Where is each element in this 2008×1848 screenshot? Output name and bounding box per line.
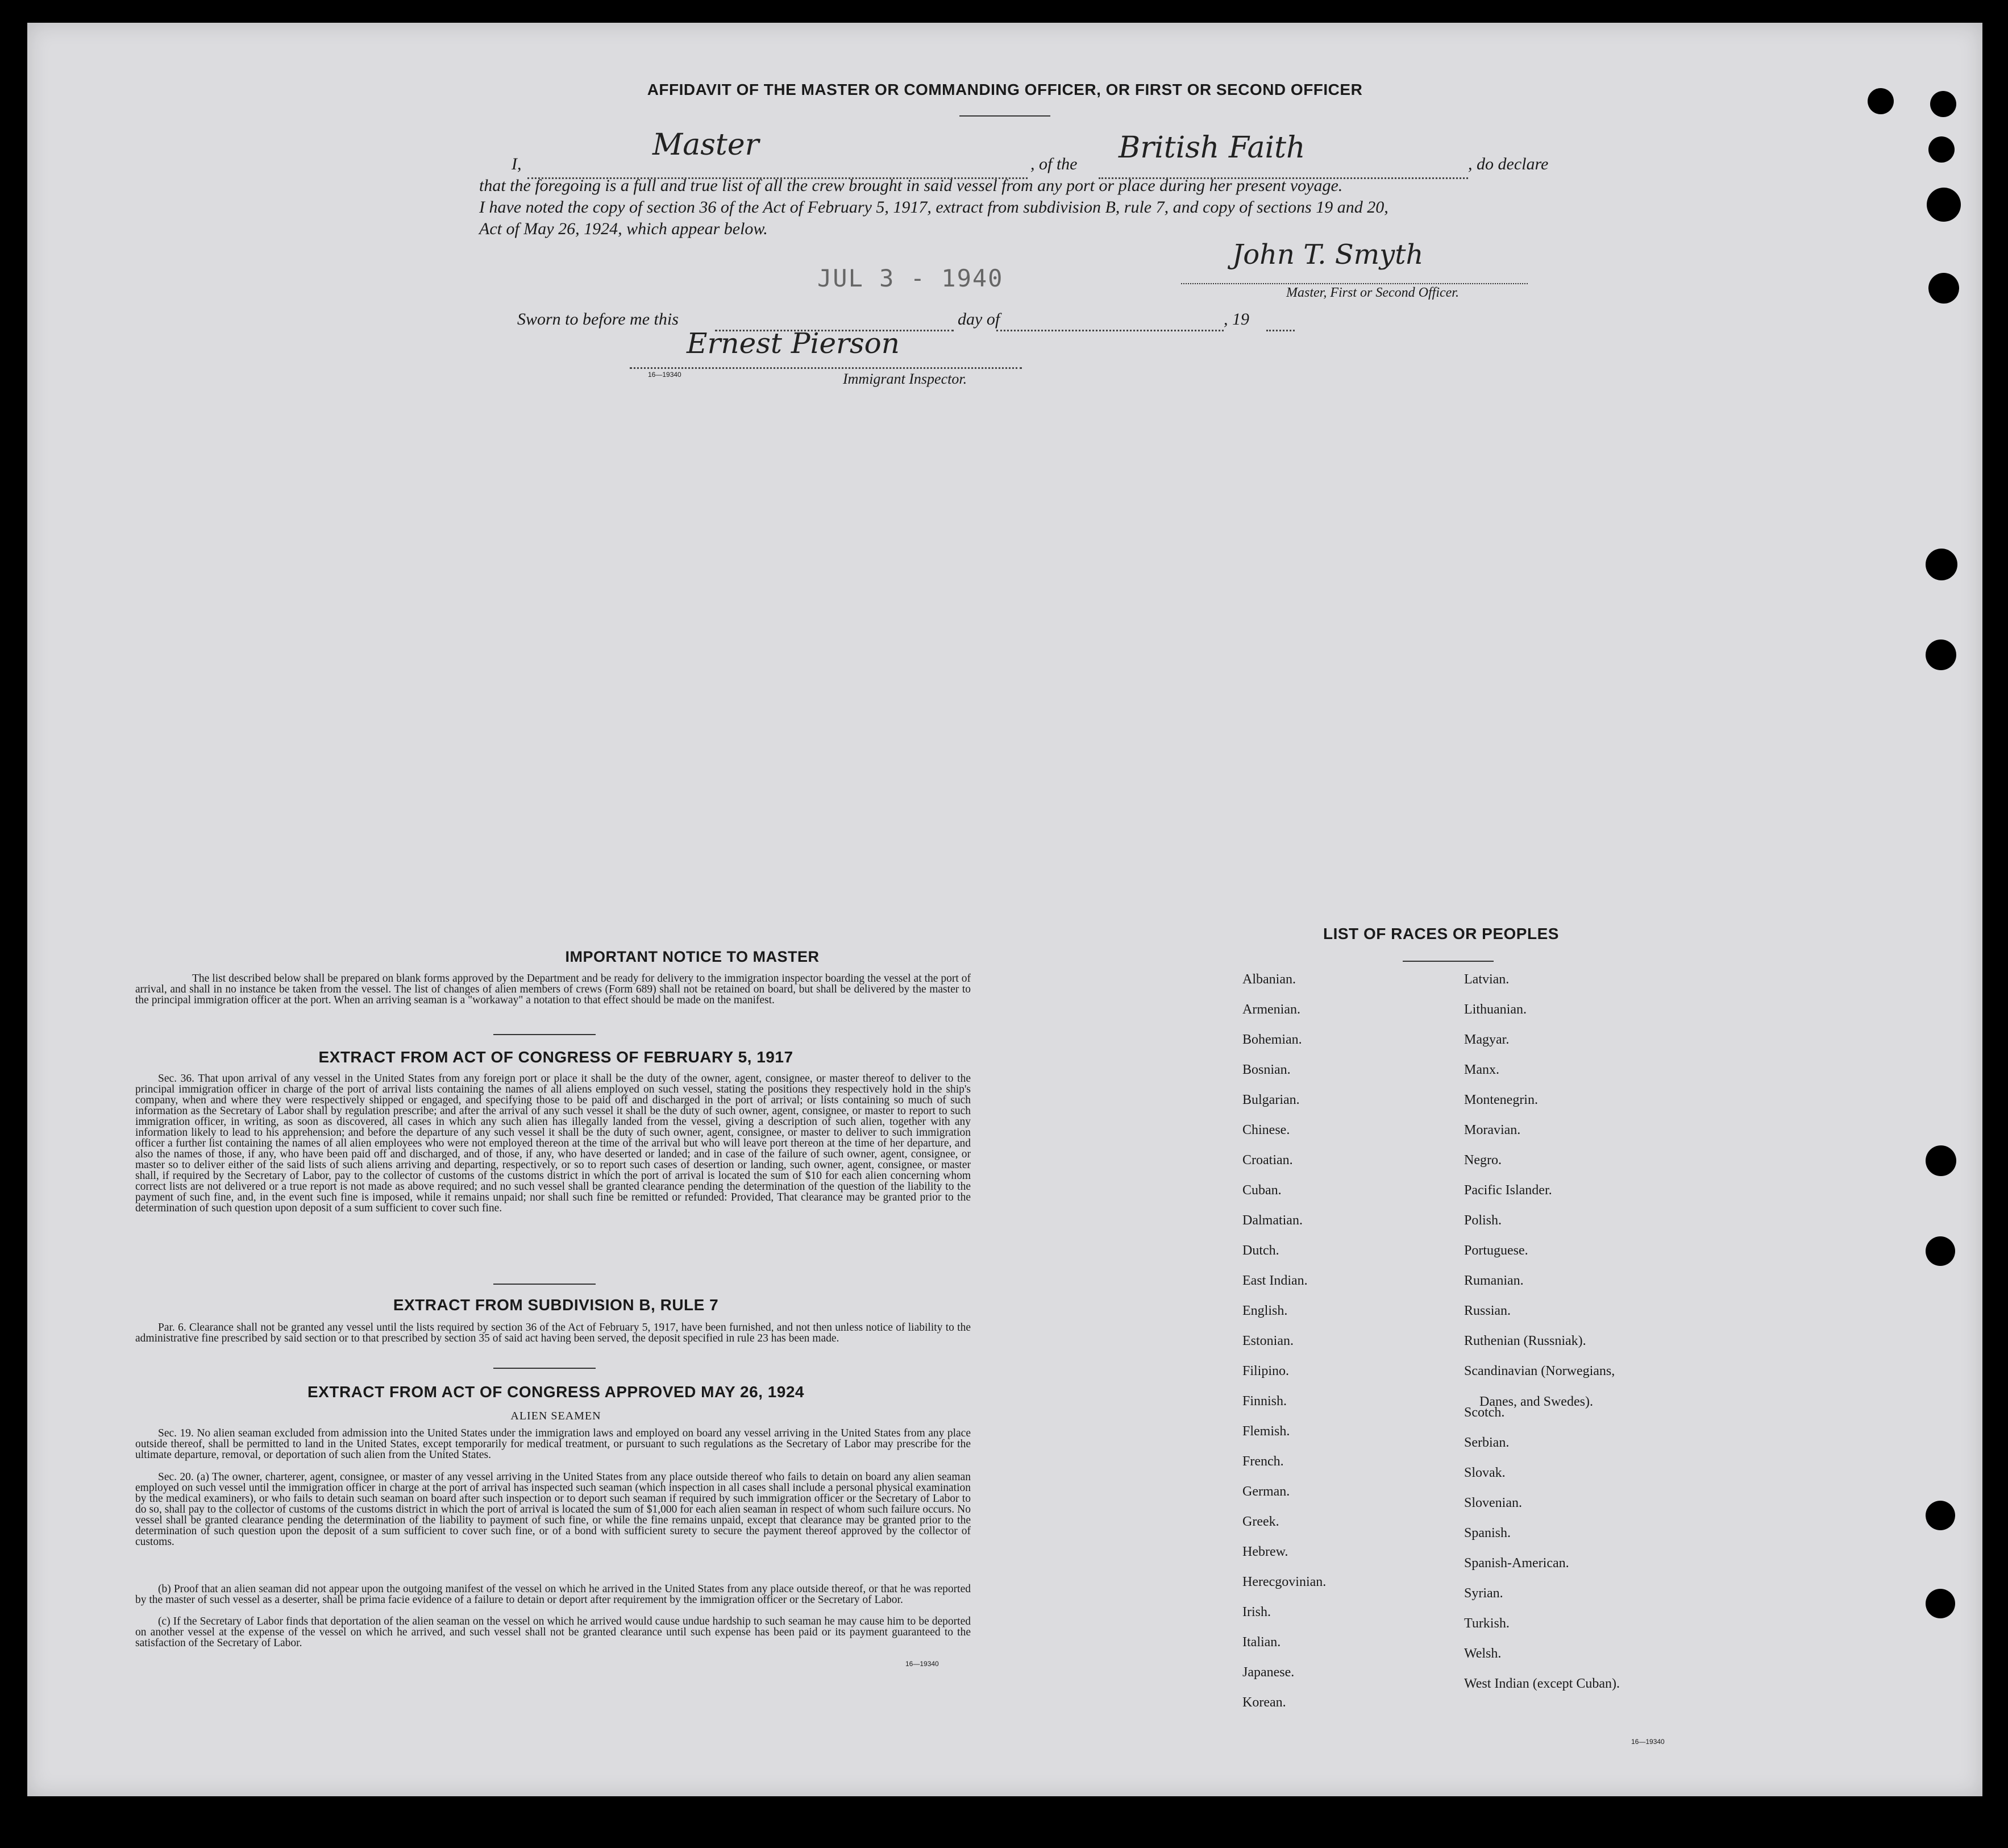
day-of-label: day of <box>958 310 1000 329</box>
affidavit-line3: I have noted the copy of section 36 of the Act of February 5, 1917, extract from subdivision B, rule 7, and copy of sections 19 and 20, <box>479 198 1388 217</box>
extract-1924-title: EXTRACT FROM ACT OF CONGRESS APPROVED MAY 26, 1924 <box>307 1383 804 1401</box>
sec19-text: Sec. 19. No alien seaman excluded from admission into the United States under the immigration laws and employed on board any vessel arriving in the United States from any place outside thereof, shall be permitted to land in the United States, except temporarily for medical treatment, or pursuant to such regulations as the Secretary of Labor may prescribe for the ultimate departure, removal, or deportation of such alien from the United States. <box>135 1427 971 1461</box>
sworn-month-line <box>996 330 1224 331</box>
rule7-title: EXTRACT FROM SUBDIVISION B, RULE 7 <box>393 1296 719 1314</box>
inspector-signature: Ernest Pierson <box>687 327 900 360</box>
race-item: Latvian. <box>1464 972 1510 987</box>
race-item: Slovak. <box>1464 1465 1506 1480</box>
notice-title: IMPORTANT NOTICE TO MASTER <box>565 948 820 965</box>
race-item: Rumanian. <box>1464 1273 1524 1288</box>
divider <box>1403 961 1494 962</box>
document-page <box>27 23 1982 1796</box>
races-form-number: 16—19340 <box>1631 1738 1665 1746</box>
race-item: Slovenian. <box>1464 1496 1522 1510</box>
race-item: Bosnian. <box>1242 1062 1291 1077</box>
race-item: Flemish. <box>1242 1424 1290 1439</box>
signature-caption: Master, First or Second Officer. <box>1286 285 1459 300</box>
sec20a-text: Sec. 20. (a) The owner, charterer, agent, consignee, or master of any vessel arriving in the United States from any place outside thereof who fails to detain on board any alien seaman employed on such vessel until the immigration officer in charge at the port of arrival has inspected such seaman (which inspection in all cases shall include a personal physical examination by the medical examiners), or who fails to detain such seaman on board after such inspection or to deport such seaman if required by such immigration officer or the Secretary of Labor to do so, shall pay to the collector of customs of the customs district in which the port of arrival is located the sum of $1,000 for each alien seaman in respect of whom such failure occurs. No vessel shall be granted clearance pending the determination of the liability to payment of such fine, or while the fine remains unpaid, except that clearance may be granted prior to the determination of such question upon the deposit of a sum sufficient to cover such fine, or of a bond with sufficient surety to secure the payment thereof approved by the collector of customs. <box>135 1471 971 1548</box>
inspector-line <box>630 367 1022 369</box>
of-the-label: , of the <box>1030 155 1078 173</box>
race-item: Syrian. <box>1464 1586 1503 1601</box>
race-item: Russian. <box>1464 1303 1511 1318</box>
race-item: Ruthenian (Russniak). <box>1464 1334 1586 1348</box>
race-item: Negro. <box>1464 1153 1502 1168</box>
punch-hole <box>1928 136 1955 163</box>
punch-hole <box>1926 549 1957 580</box>
race-item: West Indian (except Cuban). <box>1464 1676 1620 1691</box>
race-item: Japanese. <box>1242 1665 1295 1680</box>
master-signature: John T. Smyth <box>1232 239 1424 271</box>
race-item: Scandinavian (Norwegians, <box>1464 1364 1615 1378</box>
punch-hole <box>1926 639 1956 670</box>
race-item: Montenegrin. <box>1464 1093 1538 1107</box>
punch-hole <box>1926 1236 1955 1266</box>
race-item: Magyar. <box>1464 1032 1510 1047</box>
race-item: Bulgarian. <box>1242 1093 1300 1107</box>
race-item: Spanish-American. <box>1464 1556 1569 1571</box>
race-item: Cuban. <box>1242 1183 1282 1198</box>
punch-hole <box>1926 1145 1956 1176</box>
punch-hole <box>1926 1501 1955 1530</box>
punch-hole <box>1927 188 1961 222</box>
year-prefix: , 19 <box>1224 310 1249 329</box>
sec20c-text: (c) If the Secretary of Labor finds that deportation of the alien seaman on the vessel on which he arrived would cause undue hardship to such seaman he may cause him to be deported on another vessel at the expense of the vessel on which he arrived, and such vessel shall not be granted clearance until such expense has been paid or its payment guaranteed to the satisfaction of the Secretary of Labor. <box>135 1616 971 1649</box>
race-item: Bohemian. <box>1242 1032 1302 1047</box>
divider <box>493 1284 596 1285</box>
race-item: Pacific Islander. <box>1464 1183 1552 1198</box>
rule7-text: Par. 6. Clearance shall not be granted any vessel until the lists required by section 36 of the Act of February 5, 1917, have been furnished, and not then unless notice of liability to the administrative fine prescribed by said section or to that prescribed by section 35 of said act having been served, the deposit specified in rule 23 has been made. <box>135 1322 971 1344</box>
race-item: Danes, and Swedes). <box>1479 1394 1593 1409</box>
race-item: German. <box>1242 1484 1290 1499</box>
affidavit-title: AFFIDAVIT OF THE MASTER OR COMMANDING OFFICER, OR FIRST OR SECOND OFFICER <box>647 81 1363 98</box>
race-item: Croatian. <box>1242 1153 1293 1168</box>
race-item: Dalmatian. <box>1242 1213 1303 1228</box>
sec20b-text: (b) Proof that an alien seaman did not appear upon the outgoing manifest of the vessel on which he arrived in the United States from any place outside thereof, or that he was reported by the master of such vessel as a deserter, shall be prima facie evidence of a failure to detain or deport after requirement by the immigration officer or the Secretary of Labor. <box>135 1583 971 1606</box>
race-item: English. <box>1242 1303 1288 1318</box>
race-item: Italian. <box>1242 1635 1281 1650</box>
do-declare-label: , do declare <box>1468 155 1549 173</box>
date-stamp: JUL 3 - 1940 <box>817 264 1004 292</box>
rank-handwritten: Master <box>652 128 759 162</box>
race-item: Moravian. <box>1464 1123 1521 1137</box>
race-item: Herecgovinian. <box>1242 1575 1327 1589</box>
notice-text: The list described below shall be prepared on blank forms approved by the Department and be ready for delivery to the immigration inspector boarding the vessel at the port of arrival, and shall in no instance be taken from the vessel. The list of changes of alien members of crews (Form 689) shall not be retained on board, but shall be delivered by the master to the principal immigration officer at the port. When an arriving seaman is a "workaway" a notation to that effect should be made on the manifest. <box>135 973 971 1006</box>
affidavit-form-number: 16—19340 <box>648 371 681 379</box>
race-item: Dutch. <box>1242 1243 1279 1258</box>
race-item: Welsh. <box>1464 1646 1502 1661</box>
race-item: Serbian. <box>1464 1435 1510 1450</box>
race-item: Hebrew. <box>1242 1544 1288 1559</box>
affidavit-i-label: I, <box>512 155 522 173</box>
race-item: Chinese. <box>1242 1123 1290 1137</box>
race-item: Estonian. <box>1242 1334 1294 1348</box>
race-item: East Indian. <box>1242 1273 1308 1288</box>
race-item: Turkish. <box>1464 1616 1510 1631</box>
race-item: Spanish. <box>1464 1526 1511 1540</box>
divider <box>493 1368 596 1369</box>
divider <box>493 1034 596 1035</box>
inspector-caption: Immigrant Inspector. <box>843 371 967 387</box>
race-item: Irish. <box>1242 1605 1271 1619</box>
race-item: Armenian. <box>1242 1002 1300 1017</box>
race-item: Portuguese. <box>1464 1243 1528 1258</box>
race-item: Manx. <box>1464 1062 1499 1077</box>
vessel-handwritten: British Faith <box>1119 131 1306 165</box>
race-item: Greek. <box>1242 1514 1279 1529</box>
race-item: Polish. <box>1464 1213 1502 1228</box>
divider <box>959 115 1050 117</box>
race-item: Finnish. <box>1242 1394 1287 1409</box>
alien-seamen-subtitle: ALIEN SEAMEN <box>510 1410 601 1422</box>
affidavit-line4: Act of May 26, 1924, which appear below. <box>479 219 768 238</box>
race-item: Albanian. <box>1242 972 1296 987</box>
races-title: LIST OF RACES OR PEOPLES <box>1323 925 1559 942</box>
punch-hole <box>1928 273 1959 304</box>
race-item: Korean. <box>1242 1695 1286 1710</box>
affidavit-line2: that the foregoing is a full and true list of all the crew brought in said vessel from any port or place during her present voyage. <box>479 176 1343 195</box>
extract-1917-text: Sec. 36. That upon arrival of any vessel in the United States from any foreign port or place it shall be the duty of the owner, agent, consignee, or master thereof to deliver to the principal immigration officer in charge of the port of arrival lists containing the names of all aliens employed on such vessel, stating the positions they respectively hold in the ship's company, when and where they were respectively shipped or engaged, and specifying those to be paid off and discharged in the port of arrival; or lists containing so much of such information as the Secretary of Labor shall by regulation prescribe; and after the arrival of any such vessel it shall be the duty of such owner, agent, consignee, or master to report to such immigration officer, in writing, as soon as discovered, all cases in which any such alien has illegally landed from the vessel, giving a description of such alien, together with any information likely to lead to his apprehension; and before the departure of any such vessel it shall be the duty of such owner, agent, consignee, or master to deliver to such immigration officer a further list containing the names of all alien employees who were not employed thereon at the time of the arrival but who will leave port thereon at the time of her departure, and also the names of those, if any, who have been paid off and discharged, and of those, if any, who have deserted or landed; and in case of the failure of such owner, agent, consignee, or master so to deliver either of the said lists of such aliens arriving and departing, respectively, or so to report such cases of desertion or landing, such owner, agent, consignee, or master shall, if required by the Secretary of Labor, pay to the collector of customs of the customs district in which the port of arrival is located the sum of $10 for each alien concerning whom correct lists are not delivered or a true report is not made as above required; and no such vessel shall be granted clearance pending the determination of the question of the liability to the payment of such fine, and, in the event such fine is imposed, while it remains unpaid; nor shall such fine be remitted or refunded: Provided, That clearance may be granted prior to the determination of such question upon deposit of a sum sufficient to cover such fine. <box>135 1073 971 1214</box>
bleed-through-area <box>1232 210 1596 892</box>
extract-1917-title: EXTRACT FROM ACT OF CONGRESS OF FEBRUARY 5, 1917 <box>318 1048 793 1066</box>
race-item: Lithuanian. <box>1464 1002 1527 1017</box>
extract-form-number: 16—19340 <box>905 1660 939 1668</box>
sworn-label: Sworn to before me this <box>517 310 679 329</box>
race-item: Scotch. <box>1464 1405 1505 1420</box>
race-item: French. <box>1242 1454 1284 1469</box>
punch-hole <box>1926 1589 1955 1618</box>
race-item: Filipino. <box>1242 1364 1290 1378</box>
